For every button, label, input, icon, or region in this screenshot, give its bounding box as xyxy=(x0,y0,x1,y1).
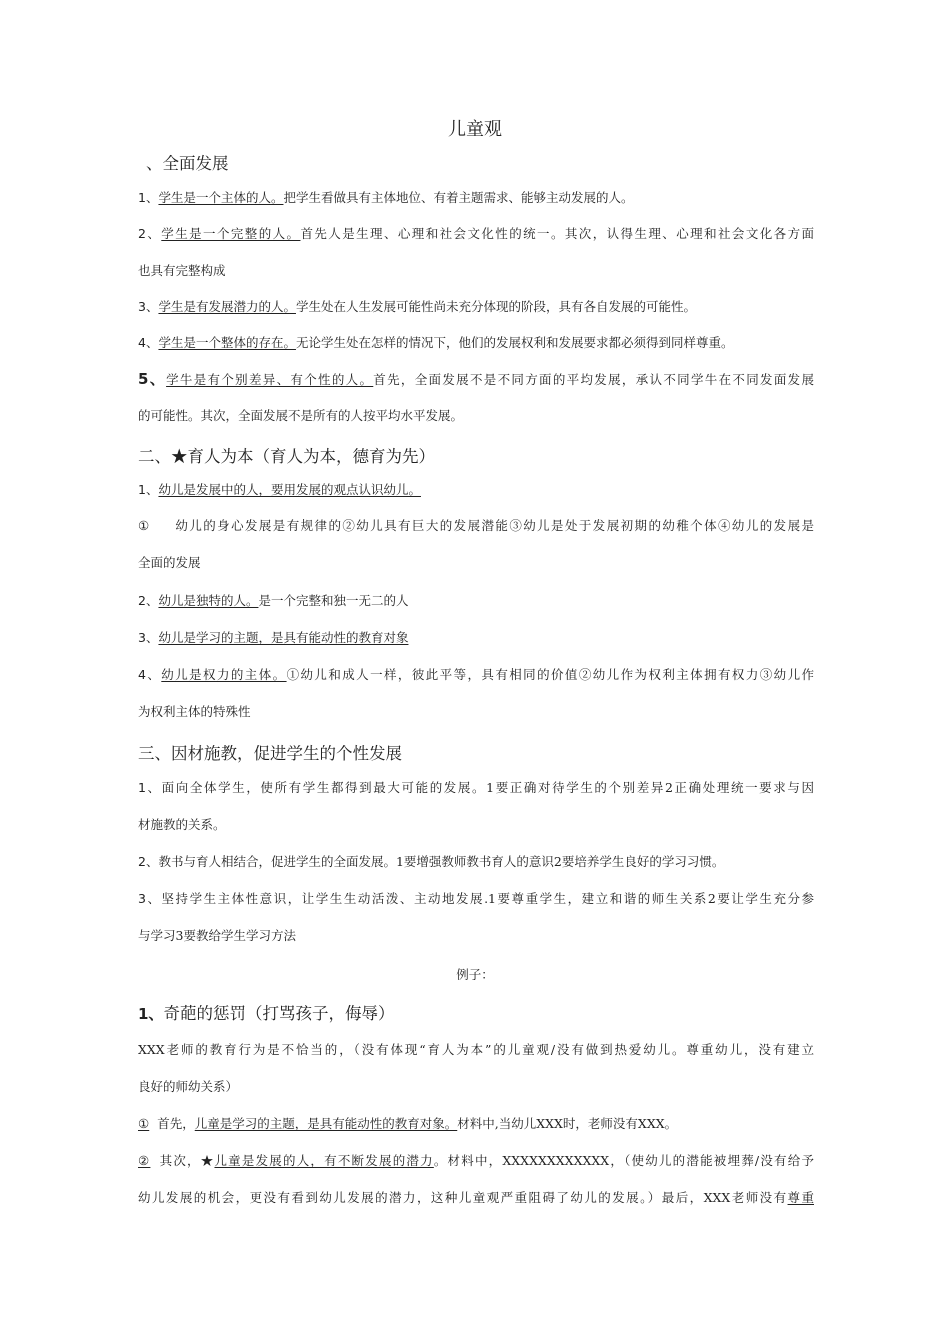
item-text: ①幼儿和成人一样，彼此平等，具有相同的价值②幼儿作为权利主体拥有权力③幼儿作 xyxy=(286,667,814,682)
s3-item-1 xyxy=(138,778,814,796)
s2-item-4-continued: 为权利主体的特殊性 xyxy=(138,704,251,719)
point-text: 材料中,当幼儿XXX时，老师没有XXX。 xyxy=(457,1116,678,1131)
s1-item-5 xyxy=(138,368,814,389)
item-number: 5、 xyxy=(138,370,167,388)
point-text: 幼儿发展的机会，更没有看到幼儿发展的潜力，这种儿童观严重阻碍了幼儿的发展。）最后，XXX老师没有 xyxy=(138,1190,788,1205)
underlined-phrase: 幼儿是独特的人。 xyxy=(158,593,259,608)
underlined-phrase: 学生是有发展潜力的人。 xyxy=(158,299,296,314)
section-2-heading: 二、★育人为本（育人为本，德育为先） xyxy=(138,447,435,466)
item-number: 1、 xyxy=(138,190,159,205)
underlined-phrase: 幼儿是权力的主体。 xyxy=(161,667,287,682)
circled-number: ① xyxy=(138,1116,150,1131)
underlined-phrase: 学生是一个主体的人。 xyxy=(158,190,284,205)
example-paragraph-1: XXX老师的教育行为是不恰当的，（没有体现“育人为本”的儿童观/没有做到热爱幼儿。尊重幼儿，没有建立 xyxy=(138,1042,814,1057)
underlined-phrase: 学生是一个完整的人。 xyxy=(161,226,301,241)
item-number: 2、 xyxy=(138,226,162,241)
example-point-1 xyxy=(138,1114,814,1132)
item-text: 无论学生处在怎样的情况下，他们的发展权利和发展要求都必须得到同样尊重。 xyxy=(295,335,734,350)
s3-item-3 xyxy=(138,889,814,907)
s1-item-3 xyxy=(138,297,814,315)
item-number: 3、 xyxy=(138,630,159,645)
item-number: 4、 xyxy=(138,667,162,682)
item-text: 幼儿的身心发展是有规律的②幼儿具有巨大的发展潜能③幼儿是处于发展初期的幼稚个体④幼儿的发展是 xyxy=(174,518,814,533)
item-number: 4、 xyxy=(138,335,159,350)
document-title: 儿童观 xyxy=(448,119,502,140)
example-heading-text: 奇葩的惩罚（打骂孩子，侮辱） xyxy=(163,1004,395,1023)
example-heading xyxy=(138,1000,394,1024)
item-text: 学生处在人生发展可能性尚未充分体现的阶段，具有各自发展的可能性。 xyxy=(295,299,696,314)
example-paragraph-1-continued: 良好的师幼关系） xyxy=(138,1079,239,1094)
underlined-phrase: 学生是一个整体的存在。 xyxy=(158,335,296,350)
point-lead: 其次，★ xyxy=(158,1153,215,1168)
item-number: 1、 xyxy=(138,1005,164,1023)
point-lead: 首先， xyxy=(157,1116,195,1131)
item-number: 1、 xyxy=(138,780,162,795)
s2-item-1 xyxy=(138,480,814,498)
item-number: 3、 xyxy=(138,891,162,906)
example-point-2-continued xyxy=(138,1188,814,1206)
s1-item-1 xyxy=(138,188,814,206)
section-3-heading: 三、因材施教，促进学生的个性发展 xyxy=(138,744,402,763)
s2-item-1-subpoints xyxy=(138,516,814,534)
item-text: 把学生看做具有主体地位、有着主题需求、能够主动发展的人。 xyxy=(283,190,634,205)
item-number: 2、 xyxy=(138,854,159,869)
s3-item-1-continued: 材施教的关系。 xyxy=(138,817,226,832)
s1-item-4 xyxy=(138,333,814,351)
item-text: 首先，全面发展不是不同方面的平均发展，承认不同学牛在不同发面发展 xyxy=(373,372,814,387)
item-text: 面向全体学生，使所有学生都得到最大可能的发展。1要正确对待学生的个别差异2正确处理统一要求与因 xyxy=(161,780,814,795)
underlined-phrase: 儿童是学习的主题，是具有能动性的教育对象。 xyxy=(194,1116,458,1131)
example-point-2 xyxy=(138,1151,814,1169)
circled-number: ② xyxy=(138,1153,151,1168)
s1-item-2-continued: 也具有完整构成 xyxy=(138,263,226,278)
underlined-phrase: 儿童是发展的人，有不断发展的潜力 xyxy=(214,1153,434,1168)
s3-item-3-continued: 与学习3要教给学生学习方法 xyxy=(138,928,296,943)
underlined-phrase: 学牛是有个别差异、有个性的人。 xyxy=(166,372,374,387)
item-text: 是一个完整和独一无二的人 xyxy=(258,593,409,608)
underlined-phrase: 幼儿是学习的主题，是具有能动性的教育对象 xyxy=(158,630,409,645)
item-text: 首先人是生理、心理和社会文化性的统一。其次，认得生理、心理和社会文化各方面 xyxy=(300,226,814,241)
example-label: 例子： xyxy=(456,967,494,982)
item-number: 1、 xyxy=(138,482,159,497)
s2-item-4 xyxy=(138,665,814,683)
underlined-phrase: 尊重 xyxy=(787,1190,814,1205)
section-1-heading: 、全面发展 xyxy=(146,154,229,173)
circled-number: ① xyxy=(138,518,150,533)
s3-item-2 xyxy=(138,852,814,870)
item-text: 教书与育人相结合，促进学生的全面发展。1要增强教师教书育人的意识2要培养学生良好的学习习惯。 xyxy=(158,854,725,869)
s2-item-1-subpoints-continued: 全面的发展 xyxy=(138,555,201,570)
item-number: 3、 xyxy=(138,299,159,314)
s1-item-2 xyxy=(138,224,814,242)
point-text: 。材料中，XXXXXXXXXXXX，（使幼儿的潜能被埋葬/没有给予 xyxy=(433,1153,814,1168)
s2-item-3 xyxy=(138,628,814,646)
s2-item-2 xyxy=(138,591,814,609)
item-number: 2、 xyxy=(138,593,159,608)
item-text: 坚持学生主体性意识，让学生生动活泼、主动地发展.1要尊重学生，建立和谐的师生关系2要让学生充分参 xyxy=(161,891,815,906)
underlined-phrase: 幼儿是发展中的人，要用发展的观点认识幼儿。 xyxy=(158,482,421,497)
s1-item-5-continued: 的可能性。其次，全面发展不是所有的人按平均水平发展。 xyxy=(138,408,464,423)
